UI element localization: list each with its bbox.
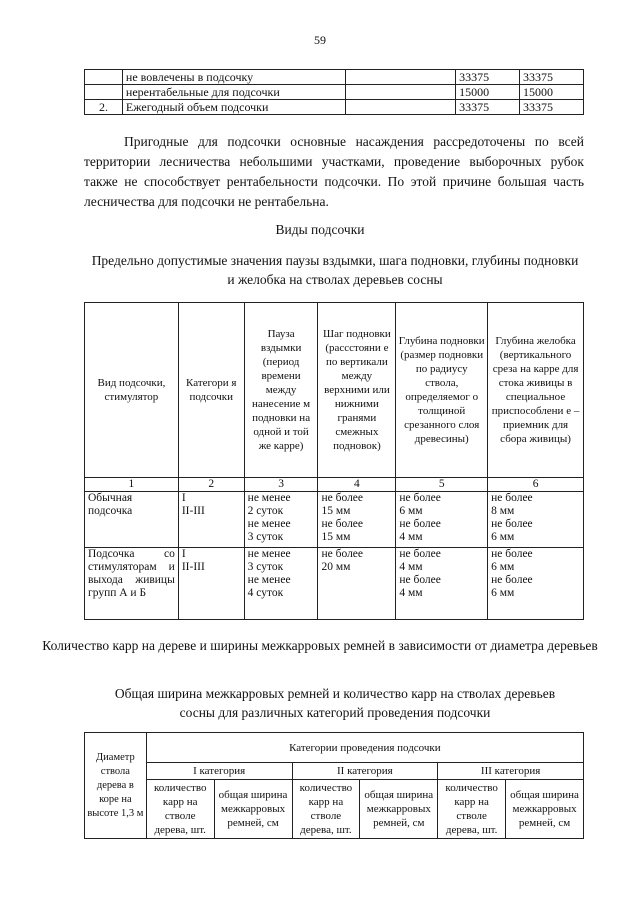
- numbering-row: [85, 478, 584, 492]
- column-number: 6: [488, 478, 584, 492]
- table-row: [85, 100, 584, 115]
- row-number: [85, 85, 123, 100]
- table-row: [85, 85, 584, 100]
- column-number: 5: [396, 478, 488, 492]
- page-number: 59: [314, 33, 326, 47]
- header-row: [85, 733, 584, 763]
- value-cell: 33375: [520, 70, 584, 85]
- header-row: [85, 780, 584, 839]
- row-label: Ежегодный объем подсочки: [122, 100, 346, 115]
- depth-cell: не более 6 мм не более 4 мм: [396, 492, 488, 548]
- subheader-count: количество карр на стволе дерева, шт.: [438, 780, 506, 839]
- blank-cell: [346, 100, 456, 115]
- table-heading: Общая ширина межкарровых ремней и количество карр на стволах деревьев сосны для различных категорий проведения подсочки: [114, 686, 556, 720]
- column-number: 4: [318, 478, 396, 492]
- row-label: не вовлечены в подсочку: [122, 70, 346, 85]
- categories-table: [84, 732, 584, 839]
- body-paragraph: Пригодные для подсочки основные насаждения рассредоточены по всей территории лесничества небольшими участками, проведение выборочных рубок также не способствует рентабельности подсочки. По этой причине большая часть лесничества для подсочки не рентабельна.: [84, 134, 584, 209]
- blank-cell: [346, 70, 456, 85]
- row-number: [85, 70, 123, 85]
- value-cell: 15000: [520, 85, 584, 100]
- subheader-width: общая ширина межкарровых ремней, см: [506, 780, 584, 839]
- section-heading: Количество карр на дереве и ширины межкарровых ремней в зависимости от диаметра деревьев: [42, 638, 598, 653]
- category-header: II категория: [292, 763, 438, 780]
- column-header: Глубина подновки (размер подновки по радиусу ствола, определяемог о толщиной срезанного слоя древесины): [396, 303, 488, 478]
- column-header: Пауза вздымки (период времени между нанесение м подновки на одной и той же карре): [244, 303, 318, 478]
- table-row: [85, 492, 584, 548]
- step-cell: не более 20 мм: [318, 548, 396, 620]
- header-row: [85, 303, 584, 478]
- limits-table: [84, 302, 584, 620]
- value-cell: 15000: [456, 85, 520, 100]
- groove-cell: не более 8 мм не более 6 мм: [488, 492, 584, 548]
- table-row: [85, 70, 584, 85]
- column-number: 3: [244, 478, 318, 492]
- column-header: Шаг подновки (рассстояни е по вертикали между верхними или нижними гранями смежных подновок): [318, 303, 396, 478]
- value-cell: 33375: [456, 100, 520, 115]
- pause-cell: не менее 2 суток не менее 3 суток: [244, 492, 318, 548]
- step-cell: не более 15 мм не более 15 мм: [318, 492, 396, 548]
- category-cell: I II-III: [178, 548, 244, 620]
- row-label: нерентабельные для подсочки: [122, 85, 346, 100]
- value-cell: 33375: [520, 100, 584, 115]
- tapping-type: Обычная подсочка: [85, 492, 179, 548]
- row-number: 2.: [85, 100, 123, 115]
- depth-cell: не более 4 мм не более 4 мм: [396, 548, 488, 620]
- column-header: Категори я подсочки: [178, 303, 244, 478]
- category-header: I категория: [146, 763, 292, 780]
- value-cell: 33375: [456, 70, 520, 85]
- subheader-width: общая ширина межкарровых ремней, см: [360, 780, 438, 839]
- header-row: [85, 763, 584, 780]
- column-header: Глубина желобка (вертикального среза на карре для стока живицы в специальное приспособлени е –приемник для сбора живицы): [488, 303, 584, 478]
- section-heading: Виды подсочки: [275, 222, 365, 237]
- column-number: 2: [178, 478, 244, 492]
- subheader-width: общая ширина межкарровых ремней, см: [214, 780, 292, 839]
- volume-table: [84, 69, 584, 115]
- category-cell: I II-III: [178, 492, 244, 548]
- diameter-header: Диаметр ствола дерева в коре на высоте 1,3 м: [85, 733, 147, 839]
- subheader-count: количество карр на стволе дерева, шт.: [146, 780, 214, 839]
- table-row: [85, 548, 584, 620]
- pause-cell: не менее 3 суток не менее 4 суток: [244, 548, 318, 620]
- category-header: III категория: [438, 763, 584, 780]
- column-header: Вид подсочки, стимулятор: [85, 303, 179, 478]
- group-header: Категории проведения подсочки: [146, 733, 583, 763]
- table-heading: Предельно допустимые значения паузы вздымки, шага подновки, глубины подновки и желобка на стволах деревьев сосны: [91, 253, 579, 287]
- blank-cell: [346, 85, 456, 100]
- groove-cell: не более 6 мм не более 6 мм: [488, 548, 584, 620]
- column-number: 1: [85, 478, 179, 492]
- tapping-type: Подсочка со стимуляторам и выхода живицы групп А и Б: [85, 548, 179, 620]
- subheader-count: количество карр на стволе дерева, шт.: [292, 780, 360, 839]
